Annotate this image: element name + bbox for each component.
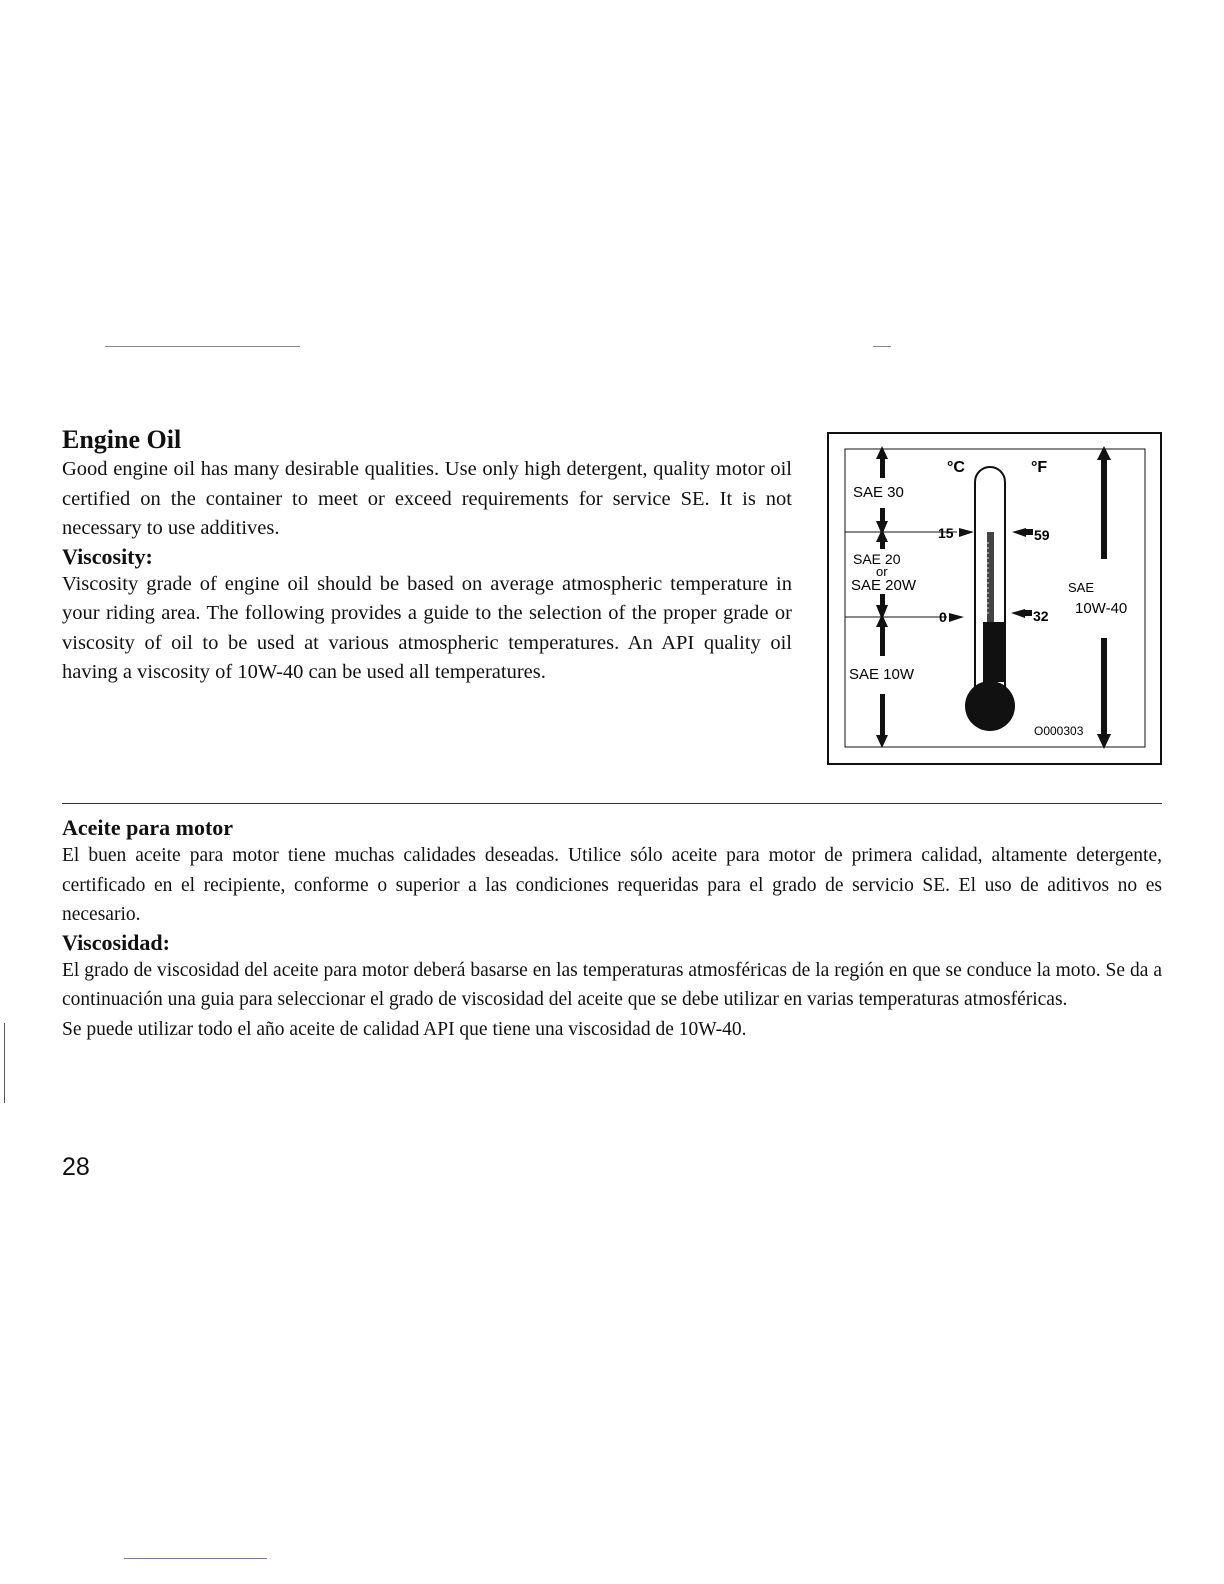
aceite-intro: El buen aceite para motor tiene muchas calidades deseadas. Utilice sólo aceite para motor de primera calidad, altamente detergente, certificado en el recipiente, conforme o superior a las condiciones requeridas para el grado de servicio SE. El uso de aditivos no es necesario. xyxy=(62,845,1162,925)
scan-artifact-line xyxy=(105,346,300,347)
thermometer-icon xyxy=(965,467,1015,731)
fahrenheit-label: °F xyxy=(1031,459,1048,476)
arrow-59f-shaft xyxy=(1025,529,1033,535)
viscosidad-heading: Viscosidad: xyxy=(62,929,170,955)
aceite-heading: Aceite para motor xyxy=(62,815,234,840)
diagram-svg xyxy=(827,432,1162,765)
sae-label: SAE xyxy=(1068,580,1095,595)
viscosity-temperature-diagram xyxy=(827,432,1162,765)
margin-mark xyxy=(4,1023,5,1103)
sae10w40-range-arrow xyxy=(1097,446,1111,749)
bottom-scan-mark xyxy=(124,1558,267,1559)
arrow-59f xyxy=(1012,528,1026,537)
arrow-0c xyxy=(949,613,964,622)
spanish-section xyxy=(62,815,1162,1044)
arrow-32f-shaft xyxy=(1024,610,1032,616)
english-section xyxy=(62,425,792,688)
sae20-label: SAE 20 xyxy=(853,551,901,567)
engine-oil-intro: Good engine oil has many desirable qualities. Use only high detergent, quality motor oil certified on the container to meet or exceed requirements for service SE. It is not necessary to use additives. xyxy=(62,458,792,539)
sae10w40-label: 10W-40 xyxy=(1075,600,1128,617)
temp-32f-label: 32 xyxy=(1033,608,1049,624)
viscosidad-text: El grado de viscosidad del aceite para motor deberá basarse en las temperaturas atmosféricas de la región en que se conduce la moto. Se da a continuación una guia para seleccionar el grado de viscosidad del aceite que se debe utilizar en varias temperaturas atmosféricas. xyxy=(62,959,1162,1010)
page-number: 28 xyxy=(62,1153,90,1181)
sae30-label: SAE 30 xyxy=(853,484,904,501)
viscosity-heading: Viscosity: xyxy=(62,543,153,569)
sae10w-label: SAE 10W xyxy=(849,666,915,683)
api-note: Se puede utilizar todo el año aceite de calidad API que tiene una viscosidad de 10W-40. xyxy=(62,1018,747,1040)
temp-15c-label: 15 xyxy=(938,525,954,541)
temp-0c-label: 0 xyxy=(939,609,947,625)
celsius-label: °C xyxy=(947,459,965,476)
sae20w-label: SAE 20W xyxy=(851,577,917,594)
temp-59f-label: 59 xyxy=(1034,527,1050,543)
figure-code: O000303 xyxy=(1034,724,1084,738)
arrow-15c xyxy=(959,528,974,537)
arrow-32f xyxy=(1011,609,1025,618)
section-divider xyxy=(62,803,1162,804)
sae20-or-label: or xyxy=(876,564,888,579)
viscosity-text: Viscosity grade of engine oil should be based on average atmospheric temperature in your riding area. The following provides a guide to the selection of the proper grade or viscosity of oil to be used at various atmospheric temperatures. An API quality oil having a viscosity of 10W-40 can be used all temperatures. xyxy=(62,572,792,683)
engine-oil-heading: Engine Oil xyxy=(62,425,182,454)
scan-artifact-line xyxy=(873,346,891,347)
